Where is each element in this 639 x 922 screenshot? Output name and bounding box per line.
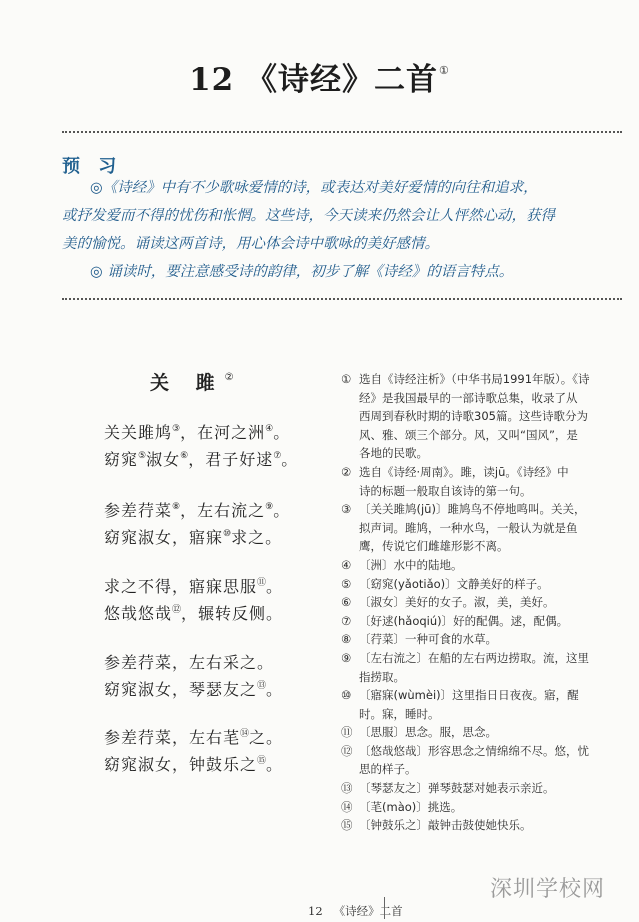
footnote-text: [359, 779, 613, 798]
footnote-mark: ⑥: [180, 451, 189, 461]
footnote-text: [359, 593, 613, 612]
poem-title: [150, 368, 234, 395]
preview-line: ◎《诗经》中有不少歌咏爱情的诗，或表达对美好爱情的向往和追求，: [90, 180, 538, 196]
footnote-line: 〔窈窕(yǎotiǎo)〕文静美好的样子。: [359, 576, 549, 591]
poem-text: 。: [266, 755, 284, 774]
poem-text: 窈窕淑女，寤寐: [104, 528, 224, 547]
footnote-item: [341, 649, 613, 686]
footer-divider: [384, 897, 385, 919]
poem-text: 窈窕: [104, 450, 139, 469]
footnote-line: 〔钟鼓乐之〕敲钟击鼓使她快乐。: [359, 818, 532, 833]
poem-title-mark: ②: [224, 372, 234, 383]
footnote-line: 西周到春秋时期的诗歌305篇。这些诗歌分为: [359, 409, 588, 424]
footnote-line: 经》是我国最早的一部诗歌总集，收录了从: [359, 390, 578, 405]
poem-line: [104, 525, 282, 548]
footnote-number: ③: [341, 502, 352, 517]
poem-text: 淑女: [146, 450, 181, 469]
footnote-item: [341, 686, 613, 723]
footnote-line: 〔思服〕思念。服，思念。: [359, 725, 497, 740]
footnote-mark: ⑨: [265, 502, 274, 512]
footnote-mark: ⑦: [273, 451, 282, 461]
footnote-text: [359, 723, 613, 742]
footnote-line: 指捞取。: [359, 669, 405, 684]
preview-line: 或抒发爱而不得的忧伤和怅惘。这些诗，今天读来仍然会让人怦然心动，获得: [62, 208, 555, 224]
title-footnote-mark: ①: [439, 64, 450, 77]
footnote-item: [341, 575, 613, 594]
footnote-text: [359, 798, 613, 817]
poem-text: 求之。: [231, 528, 283, 547]
footnote-text: [359, 630, 613, 649]
footnote-line: 选自《诗经注析》（中华书局1991年版）。《诗: [359, 372, 590, 386]
footnote-number: ④: [341, 557, 352, 572]
footnote-item: [341, 798, 613, 817]
poem-text: ，左右流之: [180, 501, 266, 520]
footnote-text: [359, 742, 613, 779]
footnote-line: 〔悠哉悠哉〕形容思念之情绵绵不尽。悠，忧: [359, 743, 589, 758]
footnote-mark: ⑬: [257, 681, 267, 691]
footnote-number: ⑩: [341, 688, 352, 703]
poem-text: 悠哉悠哉: [104, 604, 173, 623]
poem-text: 求之不得，寤寐思服: [104, 577, 258, 596]
poem-line: [104, 601, 283, 624]
poem-line: [104, 725, 283, 748]
footnote-line: 诗的标题一般取自该诗的第一句。: [359, 483, 532, 498]
dotted-divider-bottom: [62, 298, 622, 300]
lesson-title-text: 《诗经》二首: [246, 62, 439, 98]
footnote-line: 选自《诗经·周南》。雎，读jū。《诗经》中: [359, 464, 569, 479]
preview-line: 美的愉悦。诵读这两首诗，用心体会诗中歌咏的美好感情。: [62, 236, 439, 252]
poem-line: [104, 677, 283, 700]
footnote-item: [341, 593, 613, 612]
footnote-mark: ⑧: [172, 502, 181, 512]
footnote-item: [341, 630, 613, 649]
lesson-title: [0, 54, 639, 99]
footnote-item: [341, 612, 613, 631]
footnote-text: [359, 500, 613, 556]
poem-text: 。: [281, 450, 299, 469]
footnote-line: 〔淑女〕美好的女子。淑，美，美好。: [359, 595, 555, 610]
footnote-item: [341, 370, 613, 463]
footnote-line: 〔洲〕水中的陆地。: [359, 557, 463, 572]
footnote-mark: ⑮: [257, 756, 267, 766]
dotted-divider-top: [62, 131, 622, 133]
footnote-mark: ③: [172, 424, 181, 434]
poem-text: 参差荇菜: [104, 501, 173, 520]
poem-line: [104, 420, 290, 443]
poem-line: [104, 574, 283, 597]
footnote-line: 〔琴瑟友之〕弹琴鼓瑟对她表示亲近。: [359, 781, 555, 796]
footnote-item: [341, 779, 613, 798]
footnote-item: [341, 463, 613, 500]
watermark: 深圳学校网: [490, 877, 606, 902]
preview-line: ◎ 诵读时，要注意感受诗的韵律，初步了解《诗经》的语言特点。: [90, 264, 514, 280]
footnote-text: [359, 649, 613, 686]
footnote-line: 〔关关雎鸠(jū)〕雎鸠鸟不停地鸣叫。关关，: [359, 502, 586, 517]
poem-title-text: 关 雎: [150, 372, 225, 394]
footnote-number: ⑬: [341, 781, 353, 796]
footnote-text: [359, 463, 613, 500]
footnote-number: ⑨: [341, 650, 352, 665]
footnote-mark: ⑩: [223, 529, 232, 539]
footnote-mark: ⑫: [172, 605, 182, 615]
footnote-line: 〔好逑(hǎoqiú)〕好的配偶。逑，配偶。: [359, 613, 569, 628]
footnote-number: ⑦: [341, 613, 352, 628]
footnote-number: ①: [341, 372, 352, 386]
footnote-text: [359, 575, 613, 594]
poem-text: 。: [266, 577, 284, 596]
footnote-item: [341, 500, 613, 556]
footnote-line: 思的样子。: [359, 762, 417, 777]
footnote-number: ⑭: [341, 799, 353, 814]
preview-paragraph-2: [62, 258, 622, 286]
poem-line: [104, 752, 283, 775]
footnote-line: 〔芼(mào)〕挑选。: [359, 799, 463, 814]
footnote-number: ⑮: [341, 818, 353, 833]
footnote-line: 〔荇菜〕一种可食的水草。: [359, 632, 497, 647]
poem-text: ，辗转反侧。: [181, 604, 284, 623]
poem-text: 参差荇菜，左右芼: [104, 728, 241, 747]
poem-text: 参差荇菜，左右采之。: [104, 653, 275, 672]
footnote-mark: ⑭: [240, 729, 250, 739]
footnote-line: 拟声词。雎鸠，一种水鸟，一般认为就是鱼: [359, 520, 578, 535]
poem-text: 窈窕淑女，琴瑟友之: [104, 680, 258, 699]
poem-text: ，君子好逑: [188, 450, 274, 469]
footnote-number: ⑧: [341, 632, 352, 647]
poem-text: 。: [273, 423, 291, 442]
footnote-line: 时。寐，睡时。: [359, 706, 440, 721]
footnote-number: ⑤: [341, 576, 352, 591]
footnote-item: [341, 816, 613, 835]
footnote-mark: ⑤: [138, 451, 147, 461]
poem-text: ，在河之洲: [180, 423, 266, 442]
footnote-mark: ⑪: [257, 578, 267, 588]
footnote-line: 〔左右流之〕在船的左右两边捞取。流，这里: [359, 650, 589, 665]
poem-line: [104, 498, 290, 521]
footnote-number: ⑪: [341, 725, 353, 740]
poem-text: 窈窕淑女，钟鼓乐之: [104, 755, 258, 774]
lesson-number: 12: [189, 62, 235, 98]
footnote-item: [341, 556, 613, 575]
footnote-text: [359, 686, 613, 723]
footnote-number: ⑫: [341, 743, 353, 758]
preview-paragraph-1: [62, 174, 622, 258]
footnote-number: ⑥: [341, 595, 352, 610]
page-number: 12: [308, 904, 323, 918]
page-footer: [308, 903, 403, 919]
footer-title: 《诗经》二首: [333, 904, 403, 918]
footnote-item: [341, 723, 613, 742]
poem-text: 之。: [249, 728, 284, 747]
poem-line: [104, 447, 298, 470]
preview-heading: 预 习: [62, 156, 123, 177]
poem-text: 关关雎鸠: [104, 423, 173, 442]
footnote-text: [359, 370, 613, 463]
poem-line: [104, 650, 274, 673]
footnote-line: 鹰，传说它们雌雄形影不离。: [359, 539, 509, 554]
footnote-text: [359, 556, 613, 575]
footnote-text: [359, 816, 613, 835]
footnote-line: 各地的民歌。: [359, 446, 428, 461]
footnote-line: 风、雅、颂三个部分。风，又叫“国风”，是: [359, 427, 578, 442]
poem-text: 。: [273, 501, 291, 520]
footnote-number: ②: [341, 464, 352, 479]
footnotes: [341, 370, 613, 835]
footnote-mark: ④: [265, 424, 274, 434]
poem-text: 。: [266, 680, 284, 699]
footnote-text: [359, 612, 613, 631]
footnote-item: [341, 742, 613, 779]
footnote-line: 〔寤寐(wùmèi)〕这里指日日夜夜。寤，醒: [359, 688, 579, 703]
